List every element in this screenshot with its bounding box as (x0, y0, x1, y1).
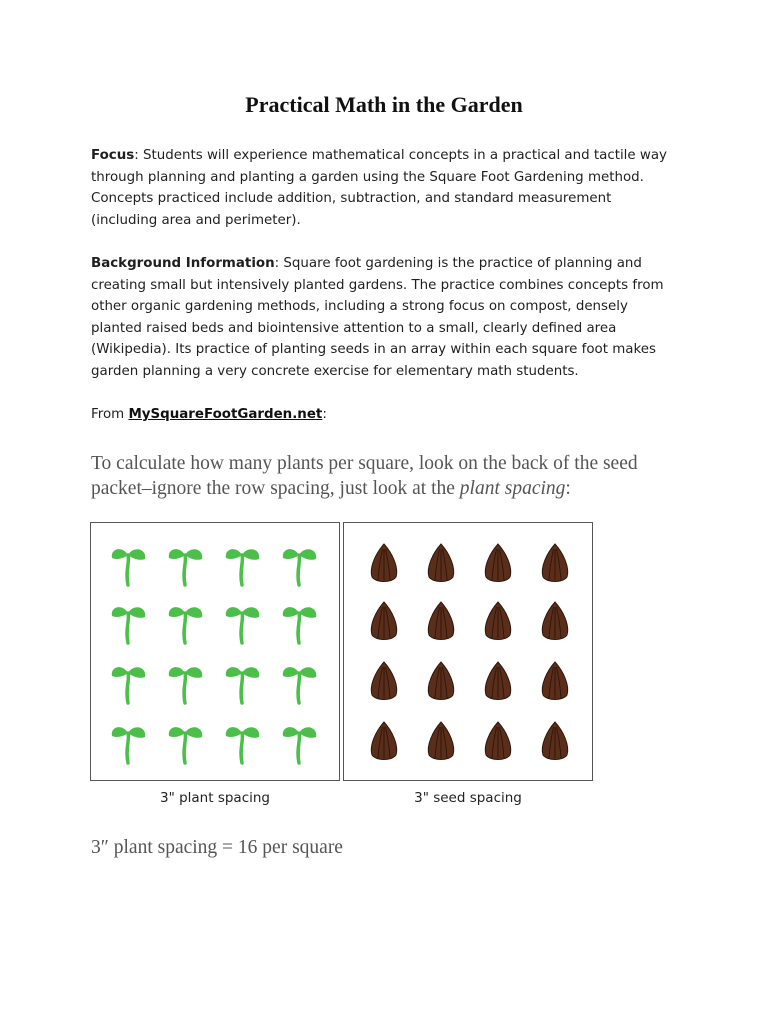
seed-icon (371, 544, 396, 582)
quote-after: : (565, 478, 571, 499)
seed-grid (344, 523, 592, 780)
seedling-icon (112, 667, 145, 703)
focus-text: : Students will experience mathematical concepts in a practical and tactile way through planning and planting a garden using the Square Foot Gardening method. Concepts practiced include addition, subtraction, and standard measurement (including area and perimeter). (91, 148, 667, 228)
seed-icon (428, 722, 453, 760)
seedling-icon (283, 607, 316, 643)
source-line (91, 404, 681, 426)
seedling-icon (169, 667, 202, 703)
plant-grid (91, 523, 339, 780)
focus-label: Focus (91, 148, 135, 163)
seedling-icon (283, 549, 316, 585)
seedling-icon (226, 727, 259, 763)
seedling-icon (112, 549, 145, 585)
seed-icon (371, 722, 396, 760)
result-line: 3″ plant spacing = 16 per square (91, 837, 343, 858)
seed-icon (371, 602, 396, 640)
seed-icon (485, 722, 510, 760)
seed-icon (542, 544, 567, 582)
seed-spacing-caption: 3" seed spacing (414, 790, 522, 806)
source-suffix: : (322, 407, 327, 422)
seedling-icon (226, 549, 259, 585)
background-text: : Square foot gardening is the practice of planning and creating small but intensively planted gardens. The practice combines concepts from other organic gardening methods, including a strong focus on compost, densely planted raised beds and biointensive attention to a small, clearly defined area (Wikipedia). Its practice of planting seeds in an array within each square foot makes garden planning a very concrete exercise for elementary math students. (91, 256, 664, 379)
seed-icon (542, 662, 567, 700)
source-prefix: From (91, 407, 129, 422)
seed-icon (485, 602, 510, 640)
seed-icon (428, 602, 453, 640)
seedling-icon (169, 727, 202, 763)
seedling-icon (169, 549, 202, 585)
plant-spacing-square (90, 522, 340, 781)
seedling-icon (283, 667, 316, 703)
focus-paragraph (91, 145, 681, 231)
seedling-icon (226, 607, 259, 643)
seed-icon (542, 602, 567, 640)
quote-paragraph (91, 451, 691, 501)
seedling-icon (112, 727, 145, 763)
seed-icon (428, 544, 453, 582)
quote-emphasis: plant spacing (459, 478, 566, 499)
spacing-figure (90, 522, 598, 784)
seed-spacing-square (343, 522, 593, 781)
background-paragraph (91, 253, 681, 383)
plant-spacing-caption: 3" plant spacing (160, 790, 270, 806)
seedling-icon (226, 667, 259, 703)
source-link[interactable]: MySquareFootGarden.net (128, 407, 323, 422)
quote-before: To calculate how many plants per square, look on the back of the seed packet–ignore the row spacing, just look at the (91, 453, 638, 499)
seed-icon (428, 662, 453, 700)
seedling-icon (283, 727, 316, 763)
background-label: Background Information (91, 256, 275, 271)
page-title: Practical Math in the Garden (245, 92, 523, 117)
seed-icon (485, 662, 510, 700)
seedling-icon (112, 607, 145, 643)
seed-icon (542, 722, 567, 760)
seed-icon (485, 544, 510, 582)
seed-icon (371, 662, 396, 700)
seedling-icon (169, 607, 202, 643)
